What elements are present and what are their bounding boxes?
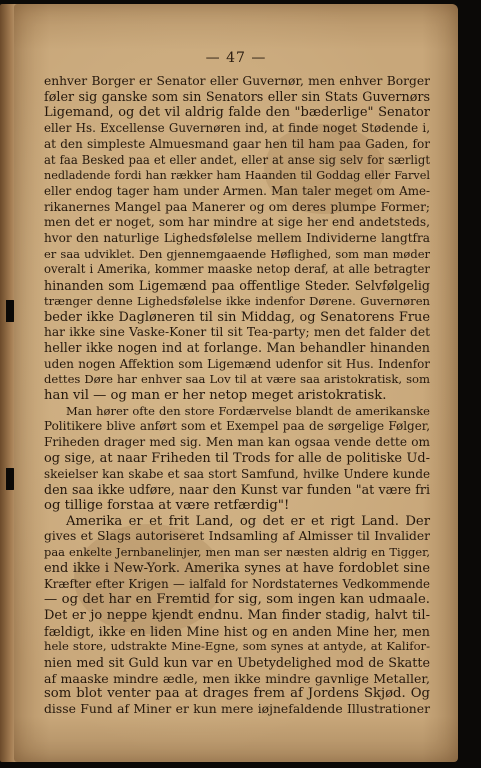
text-line: nien med sit Guld kun var en Ubetydelighed mod de Skatte [44,655,430,671]
text-line: hele store, udstrakte Mine-Egne, som synes at antyde, at Kalifor- [44,639,430,654]
text-line: enhver Borger er Senator eller Guvernør, men enhver Borger [44,74,430,88]
text-line: eller Hs. Excellense Guvernøren ind, at finde noget Stødende i, [44,121,430,136]
text-line: har ikke sine Vaske-Koner til sit Tea-party; men det falder det [44,325,430,340]
text-line: er saa udviklet. Den gjennemgaaende Høflighed, som man møder [44,246,430,261]
text-line: at faa Besked paa et eller andet, eller at anse sig selv for særligt [44,152,430,167]
text-line: hvor den naturlige Lighedsfølelse mellem Individerne langtfra [44,231,430,246]
text-line: Man hører ofte den store Fordærvelse blandt de amerikanske [66,403,430,418]
text-line: skeielser kan skabe et saa stort Samfund, hvilke Undere kunde [44,466,430,481]
text-line: men det er noget, som har mindre at sige her end andetsteds, [44,215,430,230]
text-line: heller ikke nogen ind at forlange. Man behandler hinanden [44,340,430,356]
text-line: han vil — og man er her netop meget aristokratisk. [44,388,387,404]
text-line: Amerika er et frit Land, og det er et rigt Land. Der [66,513,430,529]
text-line: paa enkelte Jernbanelinjer, men man ser næsten aldrig en Tigger, [44,545,430,560]
text-line: Friheden drager med sig. Men man kan ogsaa vende dette om [44,435,430,450]
text-line: trænger denne Lighedsfølelse ikke indenfor Dørene. Guvernøren [44,293,430,308]
text-line: hinanden som Ligemænd paa offentlige Steder. Selvfølgelig [44,278,430,294]
text-line: og sige, at naar Friheden til Trods for alle de politiske Ud- [44,450,430,466]
text-line: at den simpleste Almuesmand gaar hen til ham paa Gaden, for [44,136,430,151]
text-line: rikanernes Mangel paa Manerer og om deres plumpe Former; [44,199,430,214]
text-line: af maaske mindre ædle, men ikke mindre gavnlige Metaller, [44,670,430,686]
text-line: beder ikke Dagløneren til sin Middag, og Senatorens Frue [44,309,430,325]
text-line: uden nogen Affektion som Ligemænd udenfor sit Hus. Indenfor [44,356,430,371]
text-line: eller endog tager ham under Armen. Man taler meget om Ame- [44,183,430,198]
text-line: fældigt, ikke en liden Mine hist og en anden Mine her, men [44,623,430,639]
page-number: — 47 — [205,50,267,66]
text-line: føler sig ganske som sin Senators eller sin Stats Guvernørs [44,89,430,105]
text-line: som blot venter paa at drages frem af Jordens Skjød. Og [44,686,430,702]
text-line: Ligemand, og det vil aldrig falde den "bæderlige" Senator [44,105,430,121]
text-line: Det er jo neppe kjendt endnu. Man finder stadig, halvt til- [44,607,430,623]
text-line: dettes Døre har enhver saa Lov til at være saa aristokratisk, som [44,372,430,387]
text-line: Politikere blive anført som et Exempel paa de sørgelige Følger, [44,419,430,434]
text-line: disse Fund af Miner er kun mere iøjnefaldende Illustrationer [44,702,430,717]
text-line: og tillige forstaa at være retfærdig"! [44,497,290,513]
text-line: overalt i Amerika, kommer maaske netop deraf, at alle betragter [44,262,430,277]
text-line: nedladende fordi han rækker ham Haanden til Goddag eller Farvel [44,169,430,183]
text-line: — og det har en Fremtid for sig, som ingen kan udmaale. [44,592,430,608]
text-line: end ikke i New-York. Amerika synes at have fordoblet sine [44,560,430,576]
book-page [14,4,458,762]
body-text [44,74,430,718]
text-line: den saa ikke udføre, naar den Kunst var funden "at være fri [44,482,430,498]
text-line: Kræfter efter Krigen — ialfald for Nordstaternes Vedkommende [44,576,430,591]
text-line: gives et Slags autoriseret Indsamling af Almisser til Invalider [44,529,430,544]
